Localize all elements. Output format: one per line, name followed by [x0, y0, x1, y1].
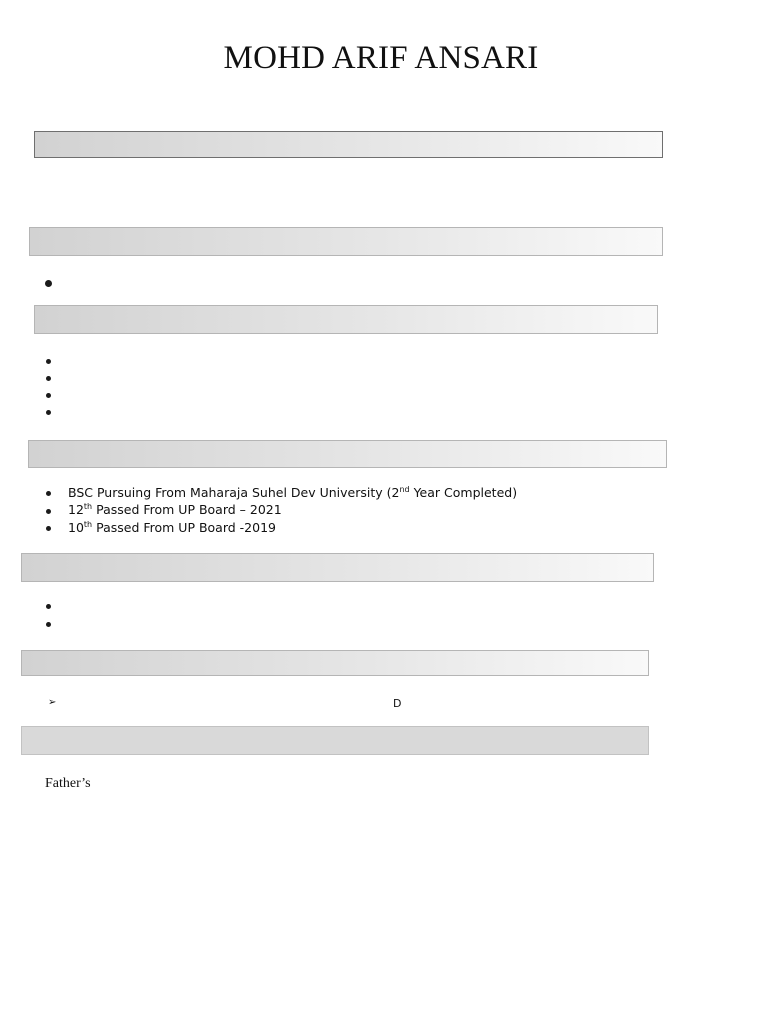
bullet-dot [46, 526, 51, 531]
section-header-bar-6 [21, 650, 649, 676]
bullet-dot [46, 622, 51, 627]
candidate-name: MOHD ARIF ANSARI [223, 40, 539, 76]
bullet-dot [46, 376, 51, 381]
section-header-bar-2 [29, 227, 663, 256]
education-item-3: 10th Passed From UP Board -2019 [68, 520, 276, 535]
bullet-dot [46, 604, 51, 609]
bullet-dot [46, 410, 51, 415]
bullet-dot [46, 359, 51, 364]
bullet-dot [46, 491, 51, 496]
education-item-2: 12th Passed From UP Board – 2021 [68, 502, 282, 517]
section-header-bar-3 [34, 305, 658, 334]
section-header-bar-5 [21, 553, 654, 582]
section-header-bar-1 [34, 131, 663, 158]
section-header-bar-education [28, 440, 667, 468]
bullet-dot [45, 280, 52, 287]
education-item-1: BSC Pursuing From Maharaja Suhel Dev University (2nd Year Completed) [68, 485, 518, 500]
partial-text: D [393, 697, 402, 710]
bullet-dot [46, 509, 51, 514]
arrow-bullet-icon: ➢ [48, 697, 57, 708]
fathers-name-label: Father’s [45, 776, 91, 791]
section-header-bar-7 [21, 726, 649, 755]
bullet-dot [46, 393, 51, 398]
